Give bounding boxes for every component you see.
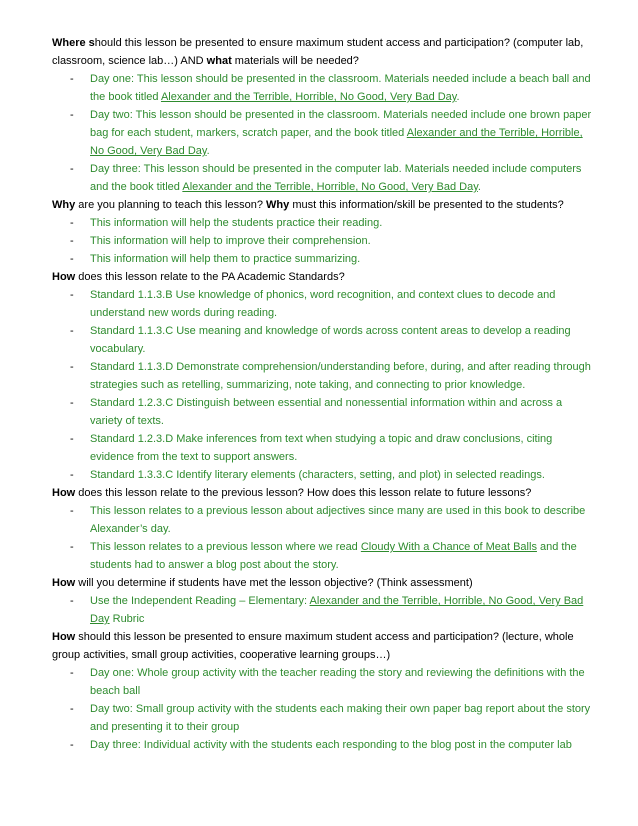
question-text: materials will be needed? <box>231 55 359 67</box>
question-text: should this lesson be presented to ensure maximum student access and participation? (lecture, whole group activities, small group activities, cooperative learning groups…) <box>52 631 574 661</box>
question-text: hould this lesson be presented to ensure maximum student access and participation? (computer lab, classroom, science lab…) AND <box>52 37 584 67</box>
answer-text: . <box>456 91 460 103</box>
question-keyword: what <box>206 55 232 67</box>
answer-text: This information will help the students practice their reading. <box>90 217 383 229</box>
dash-bullet: - <box>70 595 74 607</box>
answer-item <box>52 160 597 196</box>
dash-bullet: - <box>70 235 74 247</box>
answer-text: Standard 1.3.3.C Identify literary elements (characters, setting, and plot) in selected readings. <box>90 469 545 481</box>
answer-item <box>52 232 597 250</box>
book-title: Alexander and the Terrible, Horrible, No Good, Very Bad Day <box>182 181 478 193</box>
question-text: must this information/skill be presented to the students? <box>289 199 564 211</box>
question-text: will you determine if students have met the lesson objective? (Think assessment) <box>75 577 473 589</box>
answer-item <box>52 700 597 736</box>
answer-item <box>52 358 597 394</box>
answer-text: This information will help them to practice summarizing. <box>90 253 361 265</box>
answer-list <box>52 664 597 754</box>
answer-text: Day one: This lesson should be presented in the classroom. Materials needed include a beach ball and the book titled <box>90 73 591 103</box>
question-keyword: Why <box>52 199 76 211</box>
section-question <box>52 484 597 502</box>
answer-text: Standard 1.1.3.B Use knowledge of phonics, word recognition, and context clues to decode and understand new words during reading. <box>90 289 556 319</box>
answer-item <box>52 106 597 160</box>
dash-bullet: - <box>70 433 74 445</box>
answer-item <box>52 664 597 700</box>
dash-bullet: - <box>70 505 74 517</box>
answer-item <box>52 394 597 430</box>
dash-bullet: - <box>70 73 74 85</box>
dash-bullet: - <box>70 361 74 373</box>
book-title: Alexander and the Terrible, Horrible, No Good, Very Bad Day <box>90 595 584 625</box>
section-question <box>52 628 597 664</box>
question-text: does this lesson relate to the previous lesson? How does this lesson relate to future lessons? <box>75 487 532 499</box>
answer-text: . <box>206 145 210 157</box>
answer-list <box>52 502 597 574</box>
dash-bullet: - <box>70 469 74 481</box>
dash-bullet: - <box>70 541 74 553</box>
answer-text: This lesson relates to a previous lesson about adjectives since many are used in this book to describe Alexander’s day. <box>90 505 586 535</box>
question-keyword: How <box>52 631 76 643</box>
answer-text: Day three: Individual activity with the students each responding to the blog post in the computer lab <box>90 739 572 751</box>
answer-item <box>52 286 597 322</box>
answer-list <box>52 70 597 196</box>
answer-item <box>52 250 597 268</box>
question-text: are you planning to teach this lesson? <box>75 199 267 211</box>
dash-bullet: - <box>70 289 74 301</box>
section-question <box>52 574 597 592</box>
answer-text: Standard 1.1.3.D Demonstrate comprehension/understanding before, during, and after reading through strategies such as retelling, summarizing, note taking, and connecting to prior knowledge. <box>90 361 591 391</box>
answer-text: . <box>477 181 481 193</box>
question-keyword: Why <box>266 199 290 211</box>
section-question <box>52 34 597 70</box>
answer-item <box>52 466 597 484</box>
answer-text: Rubric <box>109 613 145 625</box>
answer-text: Day two: This lesson should be presented in the classroom. Materials needed include one brown paper bag for each student, markers, scratch paper, and the book titled <box>90 109 592 139</box>
answer-list <box>52 286 597 484</box>
answer-item <box>52 214 597 232</box>
answer-text: Day one: Whole group activity with the teacher reading the story and reviewing the definitions with the beach ball <box>90 667 585 697</box>
answer-text: Standard 1.2.3.C Distinguish between essential and nonessential information within and across a variety of texts. <box>90 397 563 427</box>
answer-item <box>52 430 597 466</box>
answer-text: and the students had to answer a blog post about the story. <box>90 541 577 571</box>
question-text: does this lesson relate to the PA Academic Standards? <box>75 271 345 283</box>
answer-text: Use the Independent Reading – Elementary: <box>90 595 310 607</box>
book-title: Alexander and the Terrible, Horrible, No Good, Very Bad Day <box>90 127 583 157</box>
answer-text: Standard 1.1.3.C Use meaning and knowledge of words across content areas to develop a reading vocabulary. <box>90 325 571 355</box>
dash-bullet: - <box>70 703 74 715</box>
question-keyword: How <box>52 577 76 589</box>
lesson-plan-body <box>52 34 597 754</box>
answer-text: This information will help to improve their comprehension. <box>90 235 371 247</box>
answer-item <box>52 502 597 538</box>
book-title: Alexander and the Terrible, Horrible, No Good, Very Bad Day <box>160 91 457 103</box>
question-keyword: How <box>52 271 76 283</box>
question-keyword: Where s <box>52 37 95 49</box>
dash-bullet: - <box>70 739 74 751</box>
section-question <box>52 196 597 214</box>
dash-bullet: - <box>70 325 74 337</box>
answer-text: Standard 1.2.3.D Make inferences from text when studying a topic and draw conclusions, citing evidence from the text to support answers. <box>90 433 553 463</box>
section-question <box>52 268 597 286</box>
answer-item <box>52 538 597 574</box>
answer-item <box>52 322 597 358</box>
answer-text: This lesson relates to a previous lesson where we read <box>90 541 361 553</box>
answer-item <box>52 592 597 628</box>
dash-bullet: - <box>70 397 74 409</box>
dash-bullet: - <box>70 163 74 175</box>
dash-bullet: - <box>70 253 74 265</box>
answer-text: Day three: This lesson should be presented in the computer lab. Materials needed include computers and the book titled <box>90 163 582 193</box>
answer-list <box>52 592 597 628</box>
answer-item <box>52 70 597 106</box>
dash-bullet: - <box>70 109 74 121</box>
dash-bullet: - <box>70 217 74 229</box>
answer-text: Day two: Small group activity with the students each making their own paper bag report about the story and presenting it to their group <box>90 703 591 733</box>
answer-item <box>52 736 597 754</box>
dash-bullet: - <box>70 667 74 679</box>
book-title: Cloudy With a Chance of Meat Balls <box>360 541 537 553</box>
answer-list <box>52 214 597 268</box>
question-keyword: How <box>52 487 76 499</box>
